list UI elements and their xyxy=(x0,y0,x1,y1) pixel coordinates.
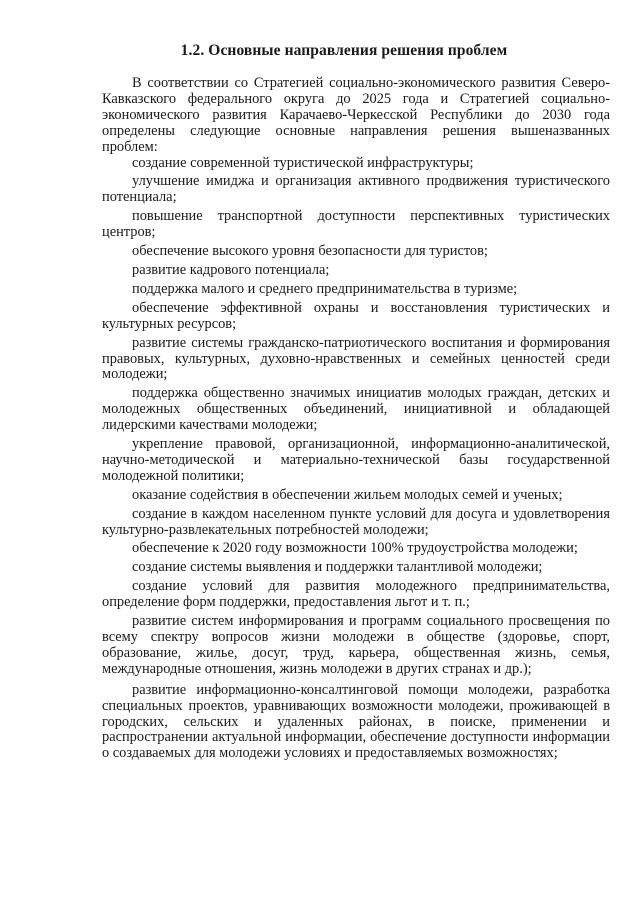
list-item: развитие системы гражданско-патриотического воспитания и формирования правовых, культурных, духовно-нравственных и семейных ценностей среди молодежи; xyxy=(102,334,610,383)
intro-paragraph: В соответствии со Стратегией социально-экономического развития Северо-Кавказского федерального округа до 2025 года и Стратегией социально-экономического развития Карачаево-Черкесской Республики до 2030 года определены следующие основные направления решения вышеназванных проблем: xyxy=(102,75,610,155)
document-body xyxy=(102,76,610,762)
list-item: создание системы выявления и поддержки талантливой молодежи; xyxy=(132,559,543,576)
list-item: поддержка малого и среднего предпринимательства в туризме; xyxy=(132,280,518,297)
list-item: обеспечение высокого уровня безопасности для туристов; xyxy=(132,243,488,260)
section-heading xyxy=(0,42,640,60)
list-item: развитие систем информирования и программ социального просвещения по всему спектру вопросов жизни молодежи в обществе (здоровье, спорт, образование, жилье, досуг, труд, карьера, общественная жизнь, семья, международные отношения, жизнь молодежи в других странах и др.); xyxy=(102,613,610,677)
list-item: развитие кадрового потенциала; xyxy=(132,261,330,278)
list-item: повышение транспортной доступности перспективных туристических центров; xyxy=(102,208,610,241)
list-item: укрепление правовой, организационной, информационно-аналитической, научно-методической и материально-технической базы государственной молодежной политики; xyxy=(102,436,610,484)
section-heading-text: 1.2. Основные направления решения проблем xyxy=(180,42,508,59)
list-item: развитие информационно-консалтинговой помощи молодежи, разработка специальных проектов, уравнивающих возможности молодежи, проживающей в городских, сельских и удаленных районах, в поиске, применении и распространении актуальной информации, обеспечение доступности информации о создаваемых для молодежи условиях и предоставляемых возможностях; xyxy=(102,681,610,762)
list-item: обеспечение эффективной охраны и восстановления туристических и культурных ресурсов; xyxy=(102,299,610,332)
list-item: создание современной туристической инфраструктуры; xyxy=(132,154,474,171)
list-item: оказание содействия в обеспечении жильем молодых семей и ученых; xyxy=(132,486,563,503)
list-item: улучшение имиджа и организация активного продвижения туристического потенциала; xyxy=(102,173,610,206)
list-item: создание в каждом населенном пункте условий для досуга и удовлетворения культурно-развлекательных потребностей молодежи; xyxy=(102,505,610,538)
list-item: создание условий для развития молодежного предпринимательства, определение форм поддержки, предоставления льгот и т. п.; xyxy=(102,578,610,611)
list-item: обеспечение к 2020 году возможности 100% трудоустройства молодежи; xyxy=(132,540,578,557)
list-item: поддержка общественно значимых инициатив молодых граждан, детских и молодежных общественных объединений, инициативной и обладающей лидерскими качествами молодежи; xyxy=(102,385,610,434)
